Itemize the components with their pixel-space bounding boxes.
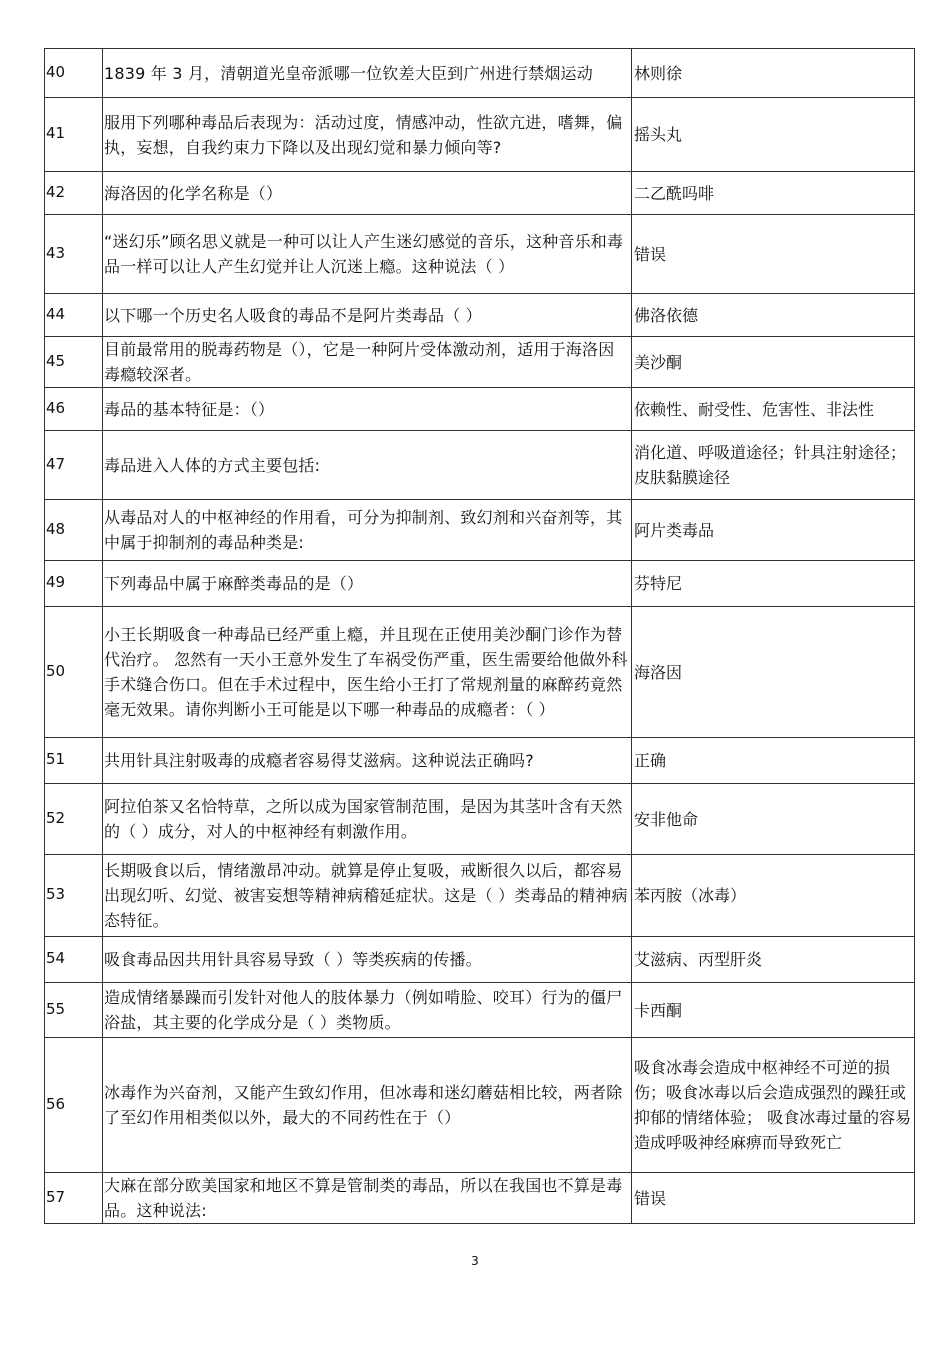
table-row xyxy=(45,738,915,784)
question-number: 56 xyxy=(45,1038,103,1173)
question-text: 共用针具注射吸毒的成瘾者容易得艾滋病。这种说法正确吗? xyxy=(103,738,632,784)
answer-text: 佛洛依德 xyxy=(632,294,915,337)
question-text: 毒品的基本特征是：（） xyxy=(103,388,632,431)
question-number: 57 xyxy=(45,1173,103,1224)
question-text: 从毒品对人的中枢神经的作用看，可分为抑制剂、致幻剂和兴奋剂等，其中属于抑制剂的毒品种类是: xyxy=(103,500,632,561)
question-number: 53 xyxy=(45,855,103,937)
answer-text: 错误 xyxy=(632,215,915,294)
answer-text: 摇头丸 xyxy=(632,98,915,172)
answer-text: 卡西酮 xyxy=(632,983,915,1038)
answer-text: 芬特尼 xyxy=(632,561,915,607)
question-text: 大麻在部分欧美国家和地区不算是管制类的毒品，所以在我国也不算是毒品。这种说法: xyxy=(103,1173,632,1224)
question-text: 长期吸食以后，情绪激昂冲动。就算是停止复吸，戒断很久以后，都容易出现幻听、幻觉、被害妄想等精神病稽延症状。这是（ ）类毒品的精神病态特征。 xyxy=(103,855,632,937)
question-number: 41 xyxy=(45,98,103,172)
question-text: 阿拉伯茶又名恰特草，之所以成为国家管制范围，是因为其茎叶含有天然的（ ）成分，对人的中枢神经有刺激作用。 xyxy=(103,784,632,855)
answer-text: 错误 xyxy=(632,1173,915,1224)
question-text: 冰毒作为兴奋剂，又能产生致幻作用，但冰毒和迷幻蘑菇相比较，两者除了至幻作用相类似以外，最大的不同药性在于（） xyxy=(103,1038,632,1173)
question-text: 目前最常用的脱毒药物是（），它是一种阿片受体激动剂，适用于海洛因毒瘾较深者。 xyxy=(103,337,632,388)
table-row xyxy=(45,172,915,215)
table-row xyxy=(45,98,915,172)
question-number: 49 xyxy=(45,561,103,607)
table-row xyxy=(45,784,915,855)
table-row xyxy=(45,215,915,294)
question-text: 1839 年 3 月，清朝道光皇帝派哪一位钦差大臣到广州进行禁烟运动 xyxy=(103,49,632,98)
answer-text: 阿片类毒品 xyxy=(632,500,915,561)
answer-text: 林则徐 xyxy=(632,49,915,98)
question-number: 46 xyxy=(45,388,103,431)
question-number: 45 xyxy=(45,337,103,388)
answer-text: 安非他命 xyxy=(632,784,915,855)
question-text: 造成情绪暴躁而引发针对他人的肢体暴力（例如啃脸、咬耳）行为的僵尸浴盐，其主要的化学成分是（ ）类物质。 xyxy=(103,983,632,1038)
page-number: 3 xyxy=(471,1254,479,1268)
answer-text: 二乙酰吗啡 xyxy=(632,172,915,215)
question-number: 47 xyxy=(45,431,103,500)
question-text: 下列毒品中属于麻醉类毒品的是（） xyxy=(103,561,632,607)
table-row xyxy=(45,388,915,431)
qa-table-body xyxy=(45,49,915,1224)
question-text: 毒品进入人体的方式主要包括: xyxy=(103,431,632,500)
question-text: 服用下列哪种毒品后表现为：活动过度，情感冲动，性欲亢进，嗜舞，偏执，妄想，自我约束力下降以及出现幻觉和暴力倾向等? xyxy=(103,98,632,172)
table-row xyxy=(45,431,915,500)
answer-text: 苯丙胺（冰毒） xyxy=(632,855,915,937)
question-number: 52 xyxy=(45,784,103,855)
answer-text: 吸食冰毒会造成中枢神经不可逆的损伤；吸食冰毒以后会造成强烈的躁狂或抑郁的情绪体验； 吸食冰毒过量的容易造成呼吸神经麻痹而导致死亡 xyxy=(632,1038,915,1173)
question-text: 海洛因的化学名称是（） xyxy=(103,172,632,215)
table-row xyxy=(45,607,915,738)
question-number: 48 xyxy=(45,500,103,561)
question-number: 42 xyxy=(45,172,103,215)
question-text: 以下哪一个历史名人吸食的毒品不是阿片类毒品（ ） xyxy=(103,294,632,337)
table-row xyxy=(45,1173,915,1224)
question-number: 40 xyxy=(45,49,103,98)
answer-text: 消化道、呼吸道途径；针具注射途径；皮肤黏膜途径 xyxy=(632,431,915,500)
table-row xyxy=(45,294,915,337)
question-number: 43 xyxy=(45,215,103,294)
question-text: 小王长期吸食一种毒品已经严重上瘾，并且现在正使用美沙酮门诊作为替代治疗。 忽然有一天小王意外发生了车祸受伤严重，医生需要给他做外科手术缝合伤口。但在手术过程中，医生给小王打了常规剂量的麻醉药竟然毫无效果。请你判断小王可能是以下哪一种毒品的成瘾者：（ ） xyxy=(103,607,632,738)
answer-text: 正确 xyxy=(632,738,915,784)
question-number: 54 xyxy=(45,937,103,983)
answer-text: 艾滋病、丙型肝炎 xyxy=(632,937,915,983)
table-row xyxy=(45,983,915,1038)
question-number: 44 xyxy=(45,294,103,337)
table-row xyxy=(45,49,915,98)
table-row xyxy=(45,500,915,561)
question-number: 50 xyxy=(45,607,103,738)
answer-text: 海洛因 xyxy=(632,607,915,738)
question-text: 吸食毒品因共用针具容易导致（ ）等类疾病的传播。 xyxy=(103,937,632,983)
answer-text: 美沙酮 xyxy=(632,337,915,388)
table-row xyxy=(45,561,915,607)
answer-text: 依赖性、耐受性、危害性、非法性 xyxy=(632,388,915,431)
qa-table xyxy=(44,48,915,1224)
question-text: “迷幻乐”顾名思义就是一种可以让人产生迷幻感觉的音乐，这种音乐和毒品一样可以让人产生幻觉并让人沉迷上瘾。这种说法（ ） xyxy=(103,215,632,294)
table-row xyxy=(45,337,915,388)
question-number: 51 xyxy=(45,738,103,784)
table-row xyxy=(45,937,915,983)
table-row xyxy=(45,855,915,937)
table-row xyxy=(45,1038,915,1173)
question-number: 55 xyxy=(45,983,103,1038)
